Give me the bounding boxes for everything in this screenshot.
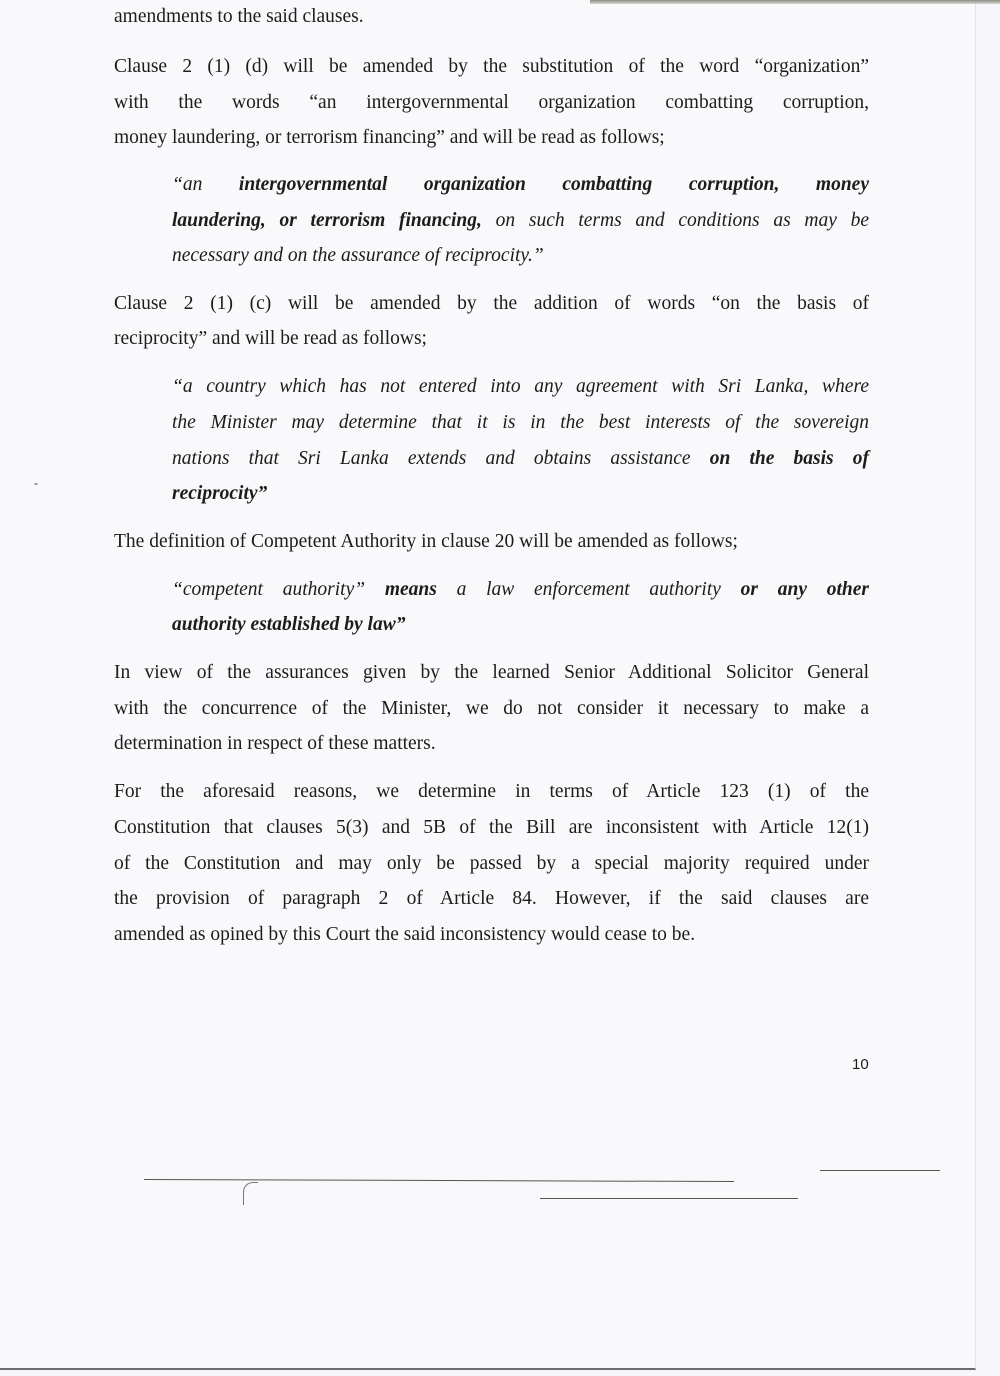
text-line: determination in respect of these matters. [114, 733, 436, 754]
quote-segment: a law enforcement authority [436, 579, 741, 600]
quote-segment-bold: laundering, or terrorism financing, [172, 210, 482, 231]
scan-edge [590, 0, 1000, 4]
quote-line [172, 174, 869, 196]
text-line: money laundering, or terrorism financing” and will be read as follows; [114, 127, 665, 148]
quote-segment-bold: on the basis of [709, 448, 869, 469]
text-line: For the aforesaid reasons, we determine in terms of Article 123 (1) of the [114, 781, 869, 802]
quote-segment: on such terms and conditions as may be [481, 210, 869, 231]
signature-line [540, 1198, 798, 1199]
text-line: Clause 2 (1) (d) will be amended by the substitution of the word “organization” [114, 56, 869, 77]
quote-line [172, 245, 544, 267]
quote-segment-bold: reciprocity” [172, 483, 268, 504]
text-line: of the Constitution and may only be passed by a special majority required under [114, 853, 869, 874]
quote-segment-bold: or any other [740, 579, 869, 600]
quote-segment: nations that Sri Lanka extends and obtains assistance [172, 448, 710, 469]
quote-line [172, 483, 267, 505]
page-number: 10 [852, 1056, 869, 1073]
quote-line [172, 579, 869, 601]
signature-line [144, 1179, 734, 1182]
quote-segment: “competent authority” [172, 579, 385, 600]
quote-segment-bold: authority established by law” [172, 614, 406, 635]
quote-segment: “an [172, 174, 239, 195]
quote-segment: “a country which has not entered into any agreement with Sri Lanka, where [172, 376, 869, 397]
quote-line [172, 412, 869, 434]
text-line: with the concurrence of the Minister, we do not consider it necessary to make a [114, 698, 869, 719]
text-line: Clause 2 (1) (c) will be amended by the addition of words “on the basis of [114, 293, 869, 314]
text-line: amendments to the said clauses. [114, 6, 364, 27]
text-line: Constitution that clauses 5(3) and 5B of the Bill are inconsistent with Article 12(1) [114, 817, 869, 838]
quote-line [172, 210, 869, 232]
quote-line [172, 614, 405, 636]
quote-segment: necessary and on the assurance of reciprocity.” [172, 245, 544, 266]
quote-segment-bold: intergovernmental organization combatting corruption, money [238, 174, 869, 195]
scan-mark: - [34, 476, 38, 490]
text-line: the provision of paragraph 2 of Article 84. However, if the said clauses are [114, 888, 869, 909]
quote-line [172, 376, 869, 398]
signature-line [820, 1170, 940, 1171]
text-line: In view of the assurances given by the learned Senior Additional Solicitor General [114, 662, 869, 683]
quote-segment: the Minister may determine that it is in the best interests of the sovereign [172, 412, 869, 433]
signature-stroke [243, 1182, 258, 1205]
text-line: with the words “an intergovernmental organization combatting corruption, [114, 92, 869, 113]
quote-line [172, 448, 869, 470]
text-line: reciprocity” and will be read as follows; [114, 328, 427, 349]
text-line: The definition of Competent Authority in clause 20 will be amended as follows; [114, 531, 738, 552]
quote-segment-bold: means [384, 579, 437, 600]
text-line: amended as opined by this Court the said inconsistency would cease to be. [114, 924, 696, 945]
